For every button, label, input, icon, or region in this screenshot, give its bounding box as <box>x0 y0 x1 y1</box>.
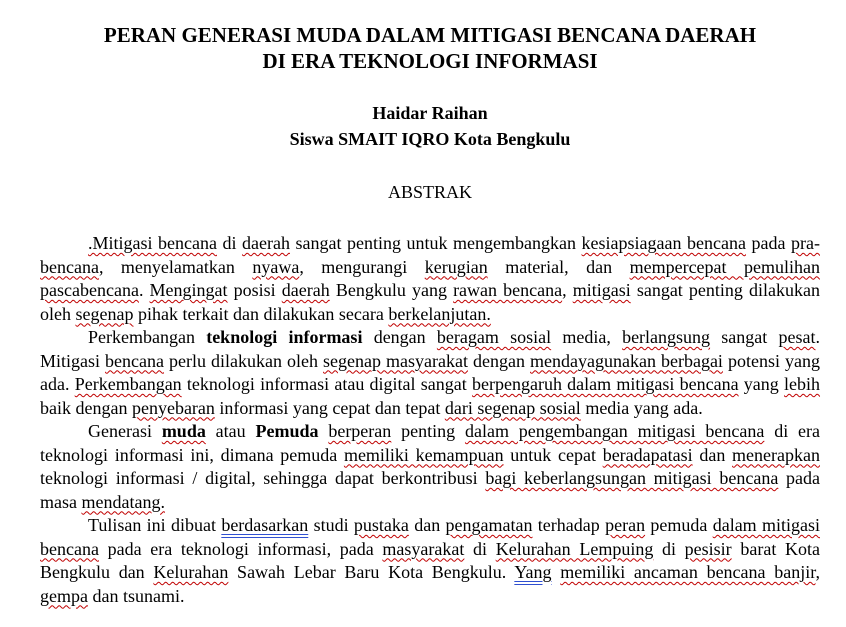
bold-term: teknologi informasi <box>206 327 363 347</box>
flagged-word: berpengaruh dalam mitigasi bencana <box>471 374 739 394</box>
flagged-word: masyarakat <box>382 538 465 559</box>
text-run: media yang ada. <box>580 397 703 418</box>
text-run: posisi <box>227 280 282 300</box>
flagged-word: beragam sosial <box>436 327 552 347</box>
text-run: , <box>815 562 820 582</box>
abstract-paragraph-2 <box>40 326 820 420</box>
flagged-word: pesat <box>778 327 816 347</box>
flagged-word: kesiapsiagaan bencana <box>581 233 746 253</box>
text-run: Bengkulu yang <box>329 280 454 300</box>
bold-term: muda <box>161 421 206 441</box>
author-name: Haidar Raihan <box>372 103 488 123</box>
flagged-word: memiliki ancaman bencana banjir <box>560 562 816 582</box>
text-run: media, <box>551 327 623 347</box>
flagged-word: berperan <box>328 421 392 441</box>
text-run: material, dan <box>487 256 630 277</box>
flagged-word: dalam mitigasi bencana <box>40 515 820 559</box>
flagged-word: lebih <box>784 374 821 394</box>
text-run <box>318 421 328 441</box>
text-run: atau <box>205 421 256 441</box>
flagged-word: segenap <box>75 303 134 324</box>
author-block <box>40 100 820 152</box>
text-run: potensi yang ada. <box>40 350 820 394</box>
text-run: di era teknologi informasi ini, dimana pemuda <box>40 421 821 465</box>
flagged-word: memiliki kemampuan <box>343 444 504 465</box>
flagged-word: dalam pengembangan mitigasi bencana <box>464 421 765 441</box>
abstract-paragraph-3 <box>40 420 820 514</box>
abstract-body <box>40 232 820 608</box>
text-run: sangat <box>710 327 779 347</box>
flagged-word: berkelanjutan. <box>388 303 491 324</box>
flagged-word: pustaka <box>353 515 409 535</box>
flagged-word: nyawa <box>252 256 300 277</box>
flagged-word: Kelurahan <box>153 562 229 582</box>
flagged-word: rawan bencana <box>453 280 563 300</box>
text-run: dan <box>408 515 446 535</box>
flagged-word: .Mitigasi bencana <box>88 233 217 253</box>
flagged-word: bencana <box>105 350 164 371</box>
flagged-word: berlangsung <box>622 327 711 347</box>
text-run: teknologi informasi atau digital sangat <box>181 374 472 394</box>
text-run: sangat penting dilakukan oleh <box>40 280 820 324</box>
text-run: . Mitigasi <box>40 327 820 371</box>
flagged-word: daerah <box>281 280 330 300</box>
text-run: terhadap <box>532 515 606 535</box>
text-run: Generasi <box>88 421 162 441</box>
flagged-word: pesisir <box>684 538 732 559</box>
text-run: , menyelamatkan <box>98 256 253 277</box>
text-run: , <box>562 280 573 300</box>
text-run: Perkembangan <box>88 327 207 347</box>
flagged-word: penyebaran <box>131 397 215 418</box>
flagged-word: dari segenap sosial <box>444 397 581 418</box>
text-run: . <box>138 280 150 300</box>
text-run: perlu dilakukan oleh <box>164 350 324 371</box>
flagged-word: Yang <box>514 562 552 582</box>
text-run: dan <box>692 444 733 465</box>
text-run: , mengurangi <box>299 256 425 277</box>
flagged-word: menerapkan <box>732 444 820 465</box>
abstract-paragraph-1 <box>40 232 820 326</box>
text-run: sangat penting untuk mengembangkan <box>290 233 582 253</box>
text-run: di <box>464 538 496 559</box>
flagged-word: pra-bencana <box>40 233 820 277</box>
flagged-word: mendatang. <box>81 491 165 512</box>
text-run: untuk cepat <box>503 444 603 465</box>
flagged-word: daerah <box>242 233 290 253</box>
text-run: Sawah Lebar Baru Kota Bengkulu. <box>228 562 515 582</box>
flagged-word: Mengingat <box>149 280 228 300</box>
author-affiliation: Siswa SMAIT IQRO Kota Bengkulu <box>289 129 571 149</box>
flagged-word: bagi keberlangsungan mitigasi bencana <box>485 468 779 488</box>
flagged-word: mendayagunakan berbagai <box>530 350 723 371</box>
text-run: di <box>653 538 685 559</box>
text-run: pada masa <box>40 468 821 512</box>
bold-term: Pemuda <box>255 421 319 441</box>
text-run: studi <box>308 515 354 535</box>
text-run: dengan <box>362 327 437 347</box>
text-run: teknologi informasi / digital, sehingga dapat berkontribusi <box>40 468 486 488</box>
flagged-word: segenap masyarakat <box>323 350 468 371</box>
title-line-1: PERAN GENERASI MUDA DALAM MITIGASI BENCANA DAERAH <box>103 23 757 47</box>
flagged-word: beradapatasi <box>602 444 693 465</box>
text-run: pada <box>745 233 792 253</box>
text-run: di <box>216 233 243 253</box>
text-run: dan tsunami. <box>87 585 185 606</box>
text-run: barat Kota Bengkulu dan <box>40 538 820 582</box>
flagged-word: pengamatan <box>445 515 533 535</box>
flagged-word: Perkembangan <box>74 374 182 394</box>
flagged-word: mitigasi <box>572 280 631 300</box>
flagged-word: Kelurahan Lempuing <box>495 538 654 559</box>
text-run: baik dengan <box>40 397 132 418</box>
flagged-word: mempercepat pemulihan pascabencana <box>40 256 820 300</box>
text-run: informasi yang cepat dan tepat <box>214 397 445 418</box>
text-run: dengan <box>467 350 530 371</box>
text-run: pemuda <box>645 515 713 535</box>
text-run: penting <box>391 421 465 441</box>
abstract-paragraph-4 <box>40 514 820 608</box>
flagged-word: gempa <box>40 585 88 606</box>
flagged-word: kerugian <box>424 256 488 277</box>
text-run <box>552 562 561 582</box>
text-run: yang <box>738 374 785 394</box>
text-run: Tulisan ini dibuat <box>88 515 222 535</box>
text-run: pada era teknologi informasi, pada <box>98 538 383 559</box>
flagged-word: berdasarkan <box>221 515 309 535</box>
document-title <box>40 22 820 74</box>
title-line-2: DI ERA TEKNOLOGI INFORMASI <box>262 49 598 73</box>
abstract-heading: ABSTRAK <box>387 182 472 202</box>
flagged-word: peran <box>605 515 646 535</box>
text-run: pihak terkait dan dilakukan secara <box>133 303 389 324</box>
